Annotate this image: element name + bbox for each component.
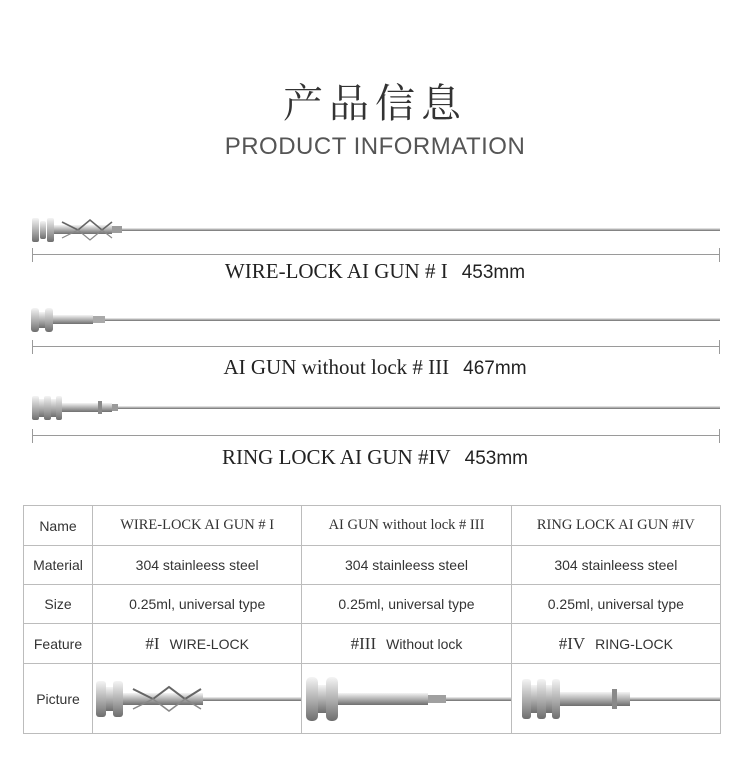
table-cell — [93, 664, 302, 734]
ring-lock-gun-image — [28, 392, 728, 424]
product-caption — [0, 445, 750, 470]
table-row-size — [24, 585, 721, 624]
row-label: Picture — [24, 664, 93, 734]
title-chinese: 产品信息 — [283, 81, 467, 127]
table-row-name — [24, 506, 721, 546]
feature-text: WIRE-LOCK — [169, 635, 249, 652]
table-cell: 0.25ml, universal type — [93, 585, 302, 624]
title-english: PRODUCT INFORMATION — [224, 133, 526, 160]
feature-number: #IV — [558, 633, 586, 653]
table-row-material — [24, 546, 721, 585]
spec-table — [23, 505, 721, 734]
product-caption — [0, 259, 750, 284]
table-cell: 304 stainleess steel — [302, 546, 511, 585]
without-lock-gun-image — [28, 304, 728, 336]
length-dimension-line — [32, 429, 720, 443]
table-cell: AI GUN without lock # III — [302, 506, 511, 546]
table-cell — [302, 624, 511, 664]
table-cell: 0.25ml, universal type — [302, 585, 511, 624]
ring-lock-closeup-image — [512, 667, 720, 731]
table-cell: 304 stainleess steel — [511, 546, 720, 585]
row-label: Name — [24, 506, 93, 546]
product-length: 453mm — [464, 448, 528, 469]
without-lock-closeup-image — [302, 667, 510, 731]
product-length: 453mm — [461, 262, 526, 283]
feature-number: #III — [350, 633, 377, 653]
table-cell: RING LOCK AI GUN #IV — [511, 506, 720, 546]
product-name: AI GUN without lock # III — [223, 355, 450, 379]
length-dimension-line — [32, 340, 720, 354]
feature-text: Without lock — [386, 635, 463, 652]
product-caption — [0, 355, 750, 380]
row-label: Feature — [24, 624, 93, 664]
table-cell: WIRE-LOCK AI GUN # I — [93, 506, 302, 546]
table-cell — [511, 664, 720, 734]
row-label: Material — [24, 546, 93, 585]
row-label: Size — [24, 585, 93, 624]
table-cell — [511, 624, 720, 664]
table-row-feature — [24, 624, 721, 664]
feature-text: RING-LOCK — [595, 635, 673, 652]
wire-lock-gun-image — [28, 212, 728, 248]
product-length: 467mm — [463, 358, 527, 379]
wire-lock-closeup-image — [93, 667, 301, 731]
table-row-picture — [24, 664, 721, 734]
table-cell: 0.25ml, universal type — [511, 585, 720, 624]
table-cell — [302, 664, 511, 734]
table-cell — [93, 624, 302, 664]
feature-number: #I — [145, 633, 160, 653]
product-name: WIRE-LOCK AI GUN # I — [224, 259, 448, 283]
product-name: RING LOCK AI GUN #IV — [221, 445, 451, 469]
table-cell: 304 stainleess steel — [93, 546, 302, 585]
